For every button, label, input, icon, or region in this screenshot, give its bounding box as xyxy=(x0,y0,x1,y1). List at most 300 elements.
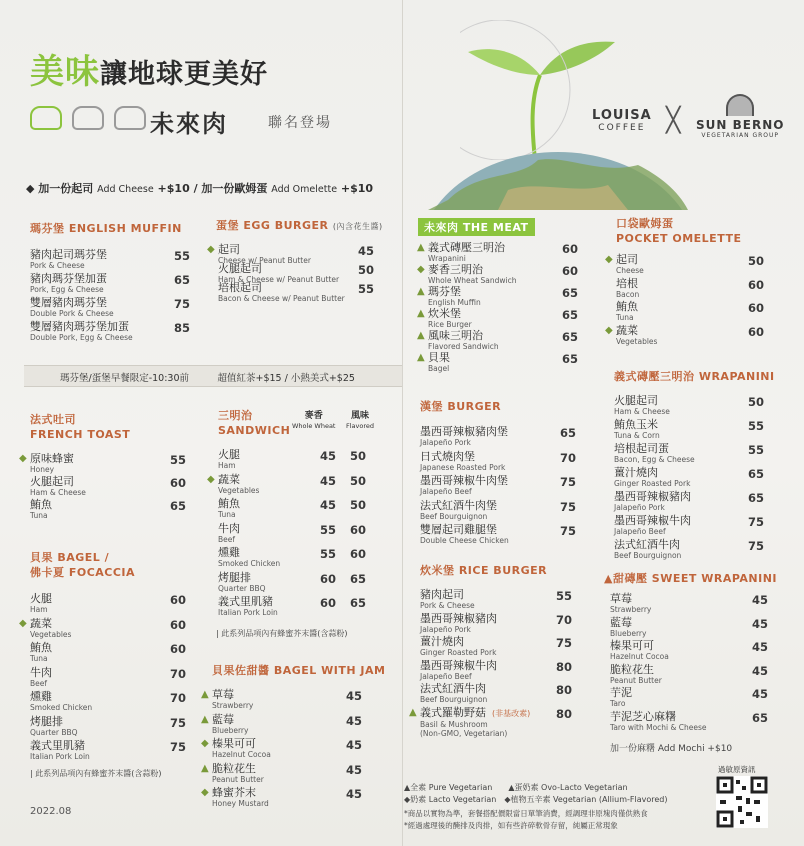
lacto-vegetarian-icon: ◆ xyxy=(19,617,27,629)
item-price: 45 xyxy=(346,738,363,752)
legend-row2 xyxy=(404,794,667,805)
item-name: 起司 xyxy=(218,243,240,256)
item-name: 火腿 xyxy=(30,592,52,605)
omelette-title-2: POCKET OMELETTE xyxy=(616,232,742,245)
menu-item xyxy=(420,450,505,472)
item-name: 法式紅酒牛肉堡 xyxy=(420,498,497,512)
item-name-en: Hazelnut Cocoa xyxy=(610,652,669,661)
item-name-en: Taro xyxy=(610,699,626,708)
section-title-toast xyxy=(30,412,130,442)
item-price: 75 xyxy=(170,715,187,730)
item-name-en: Taro with Mochi & Cheese xyxy=(610,722,707,732)
item-price: 65 xyxy=(174,273,191,287)
item-name: 豬肉起司瑪芬堡 xyxy=(30,248,107,261)
item-name-en: Vegetables xyxy=(30,629,72,639)
item-price: 85 xyxy=(174,321,191,335)
item-name: 蔬菜 xyxy=(30,616,52,630)
item-price: 65 xyxy=(562,330,579,344)
item-name-en: Double Pork & Cheese xyxy=(30,309,114,318)
item-name: 火腿起司 xyxy=(30,475,74,488)
sweet-title: 甜磚壓 SWEET WRAPANINI xyxy=(612,572,777,585)
item-name: 義式羅勒野菇 (非基改素) xyxy=(420,705,531,719)
item-price: 75 xyxy=(556,636,573,650)
sandwich-title-1: 三明治 xyxy=(218,409,253,422)
col-whole-wheat xyxy=(292,411,335,431)
item-name: 芋泥 xyxy=(610,686,632,699)
col1-en: Whole Wheat xyxy=(292,422,336,430)
item-name-en: Honey xyxy=(30,465,55,474)
item-name-en: Ham & Cheese xyxy=(614,407,670,416)
price-whole-wheat: 55 xyxy=(320,522,337,537)
price-flavored: 50 xyxy=(350,473,367,488)
menu-item xyxy=(30,666,52,688)
item-name-en: Vegetables xyxy=(616,336,658,346)
subtitle-2: 聯名登場 xyxy=(268,115,332,131)
section-title-rice: 炊米堡 RICE BURGER xyxy=(420,564,548,577)
item-name: 風味三明治 xyxy=(428,329,483,342)
item-name-en: Vegetables xyxy=(218,485,260,495)
item-name: 豬肉起司 xyxy=(420,588,464,601)
item-name-en: Ham xyxy=(30,605,48,614)
item-name: 墨西哥辣椒牛肉 xyxy=(420,658,497,672)
burger-icon xyxy=(114,106,146,130)
item-name: 燻雞 xyxy=(218,546,240,559)
menu-item xyxy=(218,281,345,303)
item-price: 70 xyxy=(560,450,577,465)
toast-title-2: FRENCH TOAST xyxy=(30,428,131,441)
item-name-en: Cheese xyxy=(616,266,644,275)
item-name: 蔬菜 xyxy=(218,472,240,486)
price-whole-wheat: 45 xyxy=(320,449,337,463)
item-name-en: Beef xyxy=(218,534,236,544)
section-title-jam: 貝果佐甜醬 BAGEL WITH JAM xyxy=(212,664,386,677)
item-name-en: Honey Mustard xyxy=(212,799,269,808)
legend-l2b: ◆植物五辛素 Vegetarian (Allium-Flavored) xyxy=(504,795,668,804)
item-name-en: Quarter BBQ xyxy=(30,727,78,737)
item-name-en: Strawberry xyxy=(212,701,254,710)
earth-icon xyxy=(408,150,708,210)
lacto-vegetarian-icon: ◆ xyxy=(201,787,209,798)
menu-item xyxy=(610,686,632,708)
sunberno-logo-l1: SUN BERNO xyxy=(696,118,785,132)
col-flavored xyxy=(346,411,374,431)
item-name: 蜂蜜芥末 xyxy=(212,786,256,799)
price-flavored: 65 xyxy=(350,571,367,586)
col2-en: Flavored xyxy=(346,422,375,430)
menu-item xyxy=(417,241,505,263)
sprout-icon xyxy=(460,20,620,160)
item-name: 墨西哥辣椒豬肉堡 xyxy=(420,425,508,438)
menu-item xyxy=(201,712,249,735)
item-price: 65 xyxy=(170,499,187,513)
section-title-egg xyxy=(216,217,383,233)
price-whole-wheat: 45 xyxy=(320,498,337,512)
item-name: 雙層豬肉瑪芬堡 xyxy=(30,296,107,309)
omelette-title-1: 口袋歐姆蛋 xyxy=(616,217,674,230)
item-price: 60 xyxy=(748,277,765,292)
item-name-en: Tuna xyxy=(616,313,634,322)
egg-note: (內含花生醬) xyxy=(332,222,383,231)
menu-item xyxy=(30,248,107,270)
item-name-en: Smoked Chicken xyxy=(30,703,93,712)
item-name-en: Blueberry xyxy=(212,725,249,735)
menu-item xyxy=(30,739,90,761)
item-name-en: Pork, Egg & Cheese xyxy=(30,285,104,294)
headline-dark: 讓地球更美好 xyxy=(100,59,268,90)
breakfast-notice: 瑪芬堡/蛋堡早餐限定-10:30前 超值紅茶+$15 / 小熱美式+$25 xyxy=(24,365,402,387)
qr-code-icon[interactable] xyxy=(716,776,768,828)
price-flavored: 50 xyxy=(350,449,367,463)
collab-x: ╳ xyxy=(666,106,681,134)
item-price: 55 xyxy=(556,589,573,603)
menu-item xyxy=(605,253,644,275)
item-name-en: Bacon & Cheese w/ Peanut Butter xyxy=(218,294,345,303)
vegetarian-icon: ▲ xyxy=(201,689,209,700)
item-price: 75 xyxy=(174,297,191,311)
menu-item xyxy=(420,523,509,545)
menu-item xyxy=(420,499,497,521)
item-name-en: Cheese w/ Peanut Butter xyxy=(218,256,311,265)
item-name: 義式磚壓三明治 xyxy=(428,241,505,254)
lacto-vegetarian-icon: ◆ xyxy=(207,244,215,255)
item-price: 60 xyxy=(170,593,187,607)
sandwich-note-text: 此系列品項內有蜂蜜芥末醬(含蒜粉) xyxy=(221,629,348,638)
item-price: 45 xyxy=(346,787,363,801)
item-name: 牛肉 xyxy=(218,521,240,535)
bagel-note: | 此系列品項內有蜂蜜芥末醬(含蒜粉) xyxy=(30,769,162,778)
louisa-logo xyxy=(592,108,652,133)
item-name: 榛果可可 xyxy=(610,639,654,652)
item-name: 義式里肌豬 xyxy=(30,739,85,752)
item-price: 60 xyxy=(748,301,765,315)
item-price: 45 xyxy=(358,244,375,258)
item-price: 75 xyxy=(748,539,765,553)
item-name-en: Pork & Cheese xyxy=(30,261,85,270)
item-price: 60 xyxy=(170,617,187,632)
item-name-en: Peanut Butter xyxy=(610,675,662,685)
menu-item xyxy=(207,472,260,495)
item-name: 義式里肌豬 xyxy=(218,595,273,608)
item-name-en: Jalapeño Beef xyxy=(614,527,666,536)
item-price: 45 xyxy=(752,593,769,607)
item-name: 薑汁燒肉 xyxy=(614,466,658,479)
item-name-en: Bacon, Egg & Cheese xyxy=(614,455,695,464)
item-price: 60 xyxy=(170,642,187,656)
section-title-meat: 未來肉 THE MEAT xyxy=(418,218,535,236)
item-name: 貝果 xyxy=(428,351,450,364)
menu-item xyxy=(614,466,690,488)
item-name: 瑪芬堡 xyxy=(428,285,461,298)
menu-item xyxy=(420,425,508,447)
item-name-en: Beef xyxy=(30,678,48,688)
vegetarian-icon: ▲ xyxy=(417,242,425,253)
item-name-en: English Muffin xyxy=(428,298,481,307)
item-price: 80 xyxy=(556,706,573,721)
price-flavored: 60 xyxy=(350,522,367,537)
menu-item xyxy=(30,715,78,737)
menu-item xyxy=(30,475,86,497)
menu-item xyxy=(614,418,660,440)
menu-item xyxy=(218,448,240,470)
item-name: 火腿起司 xyxy=(218,262,262,275)
vegetarian-icon: ▲ xyxy=(417,330,425,341)
item-name: 墨西哥辣椒牛肉 xyxy=(614,514,691,527)
item-name-en: Jalapeño Pork xyxy=(614,503,665,512)
sandwich-note: | 此系列品項內有蜂蜜芥末醬(含蒜粉) xyxy=(216,629,348,638)
price-whole-wheat: 60 xyxy=(320,571,337,586)
price-flavored: 65 xyxy=(350,596,367,610)
item-name: 培根起司 xyxy=(218,281,262,294)
sunberno-logo xyxy=(696,94,784,139)
menu-item xyxy=(30,272,107,294)
item-name-en: Jalapeño Beef xyxy=(420,487,472,496)
item-name: 雙層起司雞腿堡 xyxy=(420,523,497,536)
menu-item xyxy=(610,639,669,661)
item-price: 70 xyxy=(170,691,187,705)
menu-item xyxy=(610,592,651,614)
item-name: 墨西哥辣椒豬肉 xyxy=(420,611,497,625)
burger-icon xyxy=(72,106,104,130)
item-price: 55 xyxy=(748,419,765,433)
addon-zh1: 加一份起司 xyxy=(38,182,94,195)
menu-item xyxy=(201,786,269,808)
item-name-en: Italian Pork Loin xyxy=(218,608,278,617)
item-name: 草莓 xyxy=(610,592,632,605)
dome-icon xyxy=(726,94,754,116)
legend-row1 xyxy=(404,782,628,793)
item-name-en: Rice Burger xyxy=(428,320,472,329)
lacto-vegetarian-icon: ◆ xyxy=(417,264,425,275)
item-name: 鮪魚 xyxy=(218,497,240,510)
price-whole-wheat: 45 xyxy=(320,473,337,488)
menu-item xyxy=(614,394,670,416)
menu-item xyxy=(610,663,662,685)
item-price: 65 xyxy=(748,491,765,505)
item-name-en: Strawberry xyxy=(610,605,652,614)
vegetarian-icon: ▲ xyxy=(201,713,209,725)
item-name-en: Tuna & Corn xyxy=(614,431,660,440)
item-name-en: Jalapeño Pork xyxy=(420,624,471,634)
item-name: 炊米堡 xyxy=(428,307,461,320)
section-title-wrapanini: 義式磚壓三明治 WRAPANINI xyxy=(614,370,775,383)
legend-note2: *經過處理後的醃排及肉排，如有些許碎軟骨存留，純屬正常現象 xyxy=(404,821,618,830)
lacto-vegetarian-icon: ◆ xyxy=(19,453,27,464)
item-price: 75 xyxy=(560,475,577,489)
menu-item xyxy=(614,538,681,560)
addon-sep: / xyxy=(189,182,202,195)
item-name: 牛肉 xyxy=(30,665,52,679)
price-whole-wheat: 55 xyxy=(320,547,337,561)
item-price: 50 xyxy=(358,263,375,277)
item-name-en: Italian Pork Loin xyxy=(30,752,90,761)
item-name: 原味蜂蜜 xyxy=(30,452,74,465)
menu-item xyxy=(417,351,450,373)
item-price: 45 xyxy=(752,663,769,678)
item-name: 起司 xyxy=(616,253,638,266)
item-name: 火腿起司 xyxy=(614,394,658,407)
item-name-en: Basil & Mushroom xyxy=(420,719,488,729)
menu-item xyxy=(616,277,639,299)
item-name: 烤腿排 xyxy=(30,714,63,728)
lacto-vegetarian-icon: ◆ xyxy=(605,254,613,265)
item-price: 65 xyxy=(562,308,579,322)
item-name-en: Tuna xyxy=(30,654,48,663)
menu-item xyxy=(30,498,52,520)
menu-item xyxy=(218,522,240,544)
item-price: 65 xyxy=(560,426,577,440)
headline xyxy=(30,44,268,93)
item-price: 75 xyxy=(748,515,765,529)
menu-item xyxy=(30,690,92,712)
vegetarian-icon: ▲ xyxy=(201,762,209,774)
print-date: 2022.08 xyxy=(30,806,72,817)
item-name-en: Blueberry xyxy=(610,628,647,638)
item-name: 鮪魚玉米 xyxy=(614,418,658,431)
item-name-en: Ham xyxy=(218,461,236,470)
louisa-logo-l2: COFFEE xyxy=(598,123,646,133)
item-name: 火腿 xyxy=(218,448,240,461)
add-mochi: 加一份麻糬 Add Mochi +$10 xyxy=(610,744,733,754)
menu-item xyxy=(218,546,280,568)
sunberno-logo-l2: VEGETARIAN GROUP xyxy=(701,132,780,139)
item-name: 鮪魚 xyxy=(30,641,52,654)
item-name: 藍莓 xyxy=(212,712,234,726)
louisa-logo-l1: LOUISA xyxy=(592,108,652,123)
item-name-en: Flavored Sandwich xyxy=(428,342,499,351)
item-name: 藍莓 xyxy=(610,615,632,629)
item-price: 70 xyxy=(556,612,573,627)
item-name: 芋泥芝心麻糬 xyxy=(610,709,676,723)
item-name-en: Double Cheese Chicken xyxy=(420,536,509,545)
item-price: 65 xyxy=(562,352,579,366)
headline-green: 美味 xyxy=(30,52,100,92)
menu-item xyxy=(30,641,52,663)
menu-item xyxy=(420,635,496,657)
item-name: 培根 xyxy=(616,276,638,290)
item-price: 55 xyxy=(174,249,191,263)
vegetarian-icon: ▲ xyxy=(417,308,425,319)
item-price: 65 xyxy=(748,467,765,481)
item-name: 草莓 xyxy=(212,688,234,701)
price-flavored: 50 xyxy=(350,498,367,512)
item-price: 45 xyxy=(752,616,769,631)
item-name-en: Jalapeño Pork xyxy=(420,438,471,447)
toast-title-1: 法式吐司 xyxy=(30,413,76,426)
section-title-muffin: 瑪芬堡 ENGLISH MUFFIN xyxy=(30,222,182,235)
item-name-en: Jalapeño Beef xyxy=(420,671,472,681)
col1: 麥香 xyxy=(304,411,323,421)
item-price: 80 xyxy=(556,659,573,674)
vegetarian-icon: ▲ xyxy=(409,706,417,718)
item-name: 蔬菜 xyxy=(616,323,638,337)
menu-item xyxy=(420,659,497,681)
item-name-en: Beef Bourguignon xyxy=(614,551,682,560)
item-price: 45 xyxy=(346,713,363,728)
item-price: 45 xyxy=(346,689,363,703)
item-name: 鮪魚 xyxy=(30,498,52,511)
item-price: 60 xyxy=(562,242,579,256)
menu-item xyxy=(218,595,278,617)
vegetarian-icon: ▲ xyxy=(417,286,425,297)
item-name-en: Quarter BBQ xyxy=(218,583,266,593)
item-name: 脆粒花生 xyxy=(610,662,654,676)
burger-icon xyxy=(30,106,62,130)
menu-item xyxy=(30,592,52,614)
menu-item xyxy=(30,296,114,318)
item-name: 榛果可可 xyxy=(212,737,256,750)
item-price: 60 xyxy=(562,264,579,278)
menu-item xyxy=(417,263,517,285)
item-name: 雙層豬肉瑪芬堡加蛋 xyxy=(30,320,129,333)
bagel-title-2: 佛卡夏 FOCACCIA xyxy=(30,566,136,579)
item-name: 法式紅酒牛肉 xyxy=(420,682,486,695)
item-name: 墨西哥辣椒豬肉 xyxy=(614,490,691,503)
item-name-en: Pork & Cheese xyxy=(420,601,475,610)
item-name: 培根起司蛋 xyxy=(614,442,669,455)
item-price: 75 xyxy=(560,499,577,514)
item-name-en: Beef Bourguignon xyxy=(420,695,488,704)
legend-l1a: ▲全素 Pure Vegetarian xyxy=(404,783,493,792)
menu-item xyxy=(409,705,531,738)
menu-item xyxy=(19,452,74,474)
item-name: 脆粒花生 xyxy=(212,761,256,775)
menu-item xyxy=(417,285,481,307)
item-name-en: Ham & Cheese xyxy=(30,488,86,497)
item-name-en: Ginger Roasted Pork xyxy=(420,648,497,657)
legend-note1: *商品以實物為準，套餐搭配價限當日單筆消費，經調理非原塊肉僅供熟食 xyxy=(404,809,648,818)
item-name: 日式燒肉堡 xyxy=(420,449,475,463)
section-title-sandwich xyxy=(218,408,290,438)
menu-item xyxy=(417,307,472,329)
section-title-omelette xyxy=(616,216,741,246)
section-title-bagel xyxy=(30,550,135,580)
menu-item xyxy=(201,761,264,784)
lacto-vegetarian-icon: ◆ xyxy=(207,473,215,485)
item-name: 豬肉瑪芬堡加蛋 xyxy=(30,272,107,285)
fold-line xyxy=(402,0,403,846)
price-flavored: 60 xyxy=(350,547,367,561)
menu-item xyxy=(614,442,695,464)
menu-item xyxy=(218,497,240,519)
item-name-en: Ham & Cheese w/ Peanut Butter xyxy=(218,275,340,284)
addon-p1: +$10 xyxy=(157,182,190,195)
item-name-en: Beef Bourguignon xyxy=(420,511,488,521)
item-price: 60 xyxy=(748,324,765,339)
addon-p2: +$10 xyxy=(340,182,374,195)
subtitle: 未來肉 xyxy=(150,110,228,138)
item-name: 法式紅酒牛肉 xyxy=(614,538,680,551)
addon-line: ◆ 加一份起司 Add Cheese +$10 / 加一份歐姆蛋 Add Omelette +$10 xyxy=(26,182,374,195)
item-price: 80 xyxy=(556,683,573,697)
egg-title: 蛋堡 EGG BURGER xyxy=(216,219,329,232)
item-price: 50 xyxy=(748,395,765,409)
addon-zh2: 加一份歐姆蛋 xyxy=(201,182,268,195)
item-price: 65 xyxy=(752,710,769,725)
menu-item xyxy=(420,474,508,496)
item-name-en: Tuna xyxy=(218,510,236,519)
menu-item xyxy=(30,320,133,342)
addon-en2: Add Omelette xyxy=(271,184,338,195)
item-price: 55 xyxy=(748,443,765,457)
vegetarian-icon: ▲ xyxy=(417,352,425,363)
item-price: 75 xyxy=(170,740,187,754)
item-name-en: Ginger Roasted Pork xyxy=(614,479,691,488)
item-price: 55 xyxy=(358,282,375,296)
bagel-title-1: 貝果 BAGEL / xyxy=(30,551,110,564)
item-price: 45 xyxy=(752,687,769,701)
bagel-note-text: 此系列品項內有蜂蜜芥末醬(含蒜粉) xyxy=(35,769,162,778)
menu-item xyxy=(614,514,691,536)
